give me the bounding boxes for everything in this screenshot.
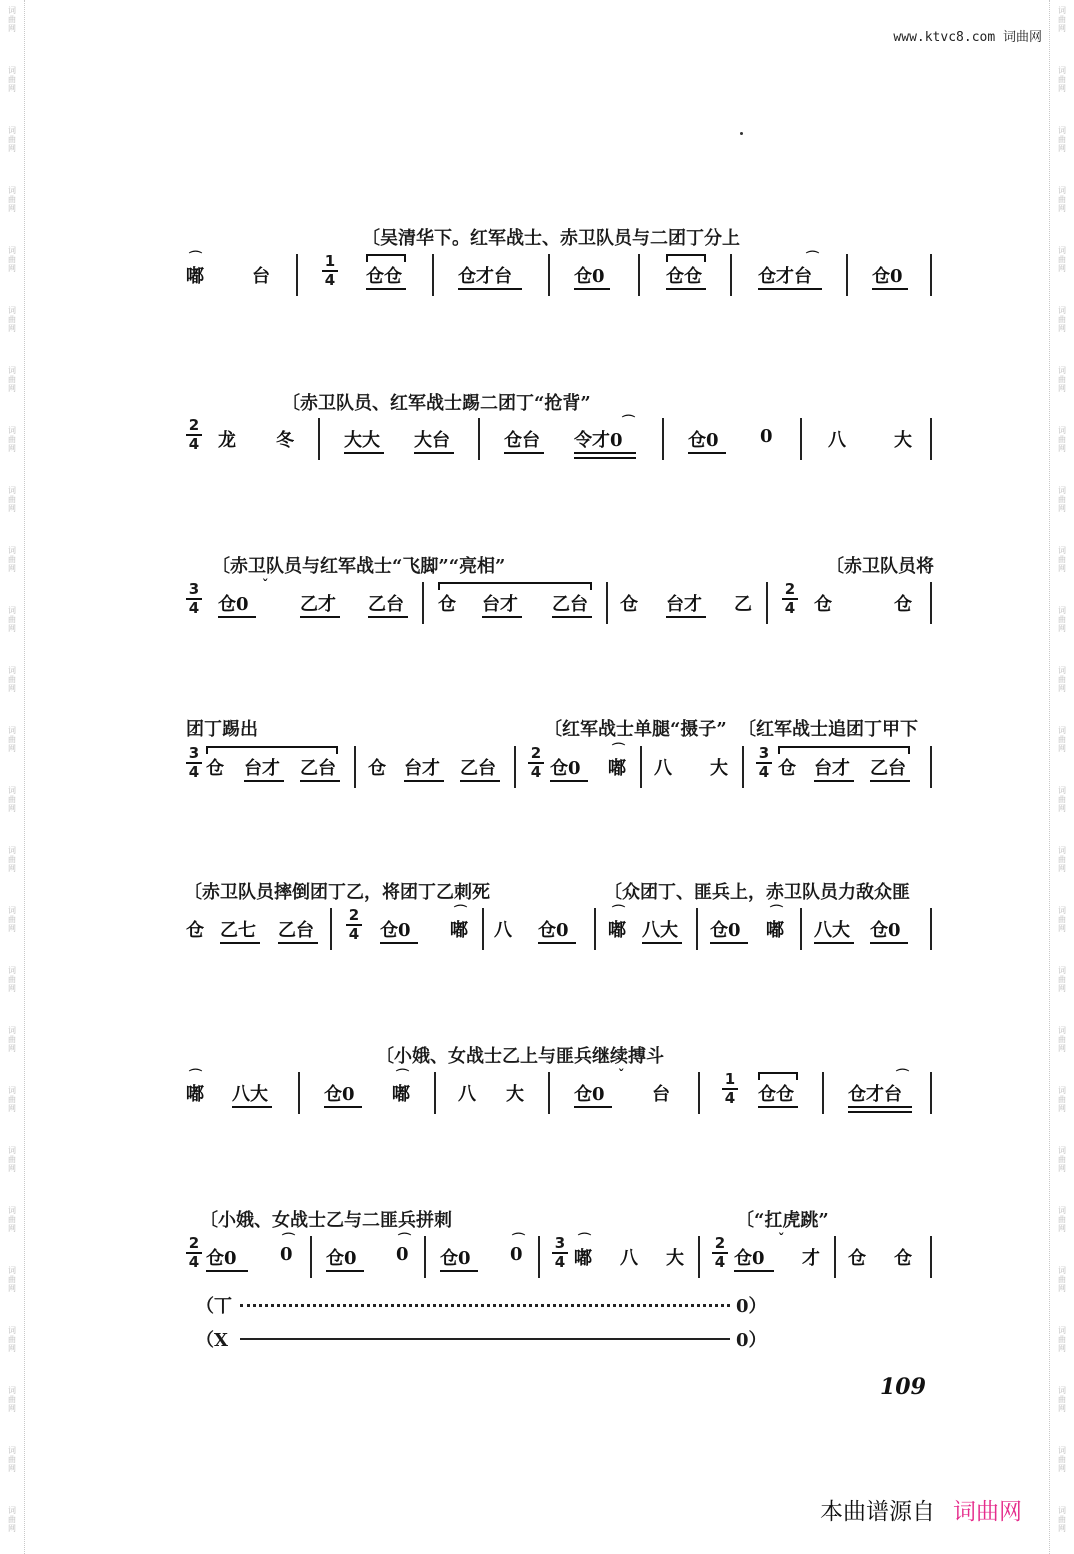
- note: 仓仓: [366, 266, 402, 287]
- barline: [638, 254, 640, 296]
- note: 仓0: [440, 1248, 471, 1269]
- beat-underline: [550, 780, 588, 782]
- beat-underline: [326, 1270, 364, 1272]
- barline: [478, 418, 480, 460]
- side-watermark: 词 曲 网: [8, 1026, 16, 1053]
- note: 才: [802, 1248, 820, 1269]
- note: 八: [654, 758, 672, 779]
- beat-underline: [366, 288, 406, 290]
- note: 大: [666, 1248, 684, 1269]
- note: 八: [494, 920, 512, 941]
- beat-underline: [482, 616, 522, 618]
- barline: [606, 582, 608, 624]
- beat-underline: [232, 1106, 272, 1108]
- note: 仓: [848, 1248, 866, 1269]
- note: 仓仓: [758, 1084, 794, 1105]
- side-watermark: 词 曲 网: [8, 1446, 16, 1473]
- source-link[interactable]: 词曲网: [953, 1499, 1022, 1525]
- note: 嘟: [186, 266, 204, 287]
- barline: [698, 1236, 700, 1278]
- side-watermark: 词 曲 网: [8, 426, 16, 453]
- beat-underline: [504, 452, 544, 454]
- barline: [800, 418, 802, 460]
- barline: [640, 746, 642, 788]
- note: 仓0: [734, 1248, 765, 1269]
- note: 仓0: [324, 1084, 355, 1105]
- score-system-6: ⌒ 嘟 八大 仓0 ⌒ 嘟 八 大 仓0 ˇ 台 1 4 仓仓 ⌒ 仓才台: [182, 1070, 934, 1118]
- barline: [742, 746, 744, 788]
- note: 八: [828, 430, 846, 451]
- beat-underline: [814, 780, 854, 782]
- note: 仓0: [870, 920, 901, 941]
- note: 仓0: [538, 920, 569, 941]
- note: 仓才台: [758, 266, 812, 287]
- side-watermark: 词 曲 网: [1058, 1446, 1066, 1473]
- time-signature: 1 4: [322, 254, 338, 288]
- stage-direction: 〔红军战士追团丁甲下: [738, 719, 918, 740]
- beat-underline: [414, 452, 454, 454]
- side-watermark: 词 曲 网: [8, 1326, 16, 1353]
- beat-underline: [218, 616, 256, 618]
- beat-underline: [538, 942, 576, 944]
- note: 乙台: [870, 758, 906, 779]
- score-system-3: 3 4 仓0 ˇ 乙才 乙台 仓 台才 乙台 仓 台才 乙 2 4 仓 仓: [182, 580, 934, 628]
- beat-underline: [344, 452, 384, 454]
- side-watermark: 词 曲 网: [8, 6, 16, 33]
- page-number: 109: [880, 1374, 926, 1400]
- note: 0: [760, 426, 773, 447]
- beat-underline: [574, 288, 610, 290]
- note: 嘟: [450, 920, 468, 941]
- beat-underline: [642, 942, 682, 944]
- barline: [822, 1072, 824, 1114]
- barline: [800, 908, 802, 950]
- note: 乙: [734, 594, 752, 615]
- side-watermark: 词 曲 网: [8, 546, 16, 573]
- side-watermark: 词 曲 网: [1058, 786, 1066, 813]
- barline: [422, 582, 424, 624]
- left-watermark-strip: [0, 0, 25, 1554]
- score-system-5: 仓 乙七 乙台 2 4 仓0 ⌒ 嘟 八 仓0 ⌒ 嘟 八大 仓0 ⌒ 嘟 八大 仓0: [182, 906, 934, 954]
- note: 乙台: [278, 920, 314, 941]
- side-watermark: 词 曲 网: [8, 846, 16, 873]
- barline: [318, 418, 320, 460]
- beat-underline: [404, 780, 444, 782]
- side-watermark: 词 曲 网: [1058, 1206, 1066, 1233]
- side-watermark: 词 曲 网: [1058, 246, 1066, 273]
- score-system-2: 2 4 龙 冬 大大 大台 仓台 ⌒ 令才0 仓0 0 八 大: [182, 416, 934, 464]
- time-signature: 2 4: [186, 418, 202, 452]
- slur: [666, 254, 706, 262]
- side-watermark: 词 曲 网: [1058, 606, 1066, 633]
- side-watermark: 词 曲 网: [1058, 666, 1066, 693]
- side-watermark: 词 曲 网: [8, 1206, 16, 1233]
- note: 冬: [276, 430, 294, 451]
- note: 嘟: [186, 1084, 204, 1105]
- beat-underline: [324, 1106, 362, 1108]
- stage-direction: 〔赤卫队员摔倒团丁乙，将团丁乙刺死: [184, 882, 490, 903]
- side-watermark: 词 曲 网: [1058, 126, 1066, 153]
- tremolo-wave: [240, 1304, 730, 1313]
- print-speck: [740, 132, 743, 135]
- beat-underline: [574, 452, 636, 454]
- beat-underline: [734, 1270, 774, 1272]
- beat-underline: [758, 288, 822, 290]
- note: 仓台: [504, 430, 540, 451]
- beat-underline: [380, 942, 418, 944]
- note: 大大: [344, 430, 380, 451]
- note: 仓0: [710, 920, 741, 941]
- note: 仓: [206, 758, 224, 779]
- side-watermark: 词 曲 网: [1058, 1386, 1066, 1413]
- score-system-4: 3 4 仓 台才 乙台 仓 台才 乙台 2 4 仓0 ⌒ 嘟 八 大 3 4 仓 台才 乙台: [182, 744, 934, 792]
- beat-underline: [688, 452, 726, 454]
- barline: [432, 254, 434, 296]
- side-watermark: 词 曲 网: [8, 786, 16, 813]
- time-signature: 3 4: [552, 1236, 568, 1270]
- barline: [834, 1236, 836, 1278]
- side-watermark: 词 曲 网: [8, 366, 16, 393]
- note: 台: [252, 266, 270, 287]
- side-watermark: 词 曲 网: [1058, 1266, 1066, 1293]
- note: 大: [710, 758, 728, 779]
- tremolo-label: （丅: [196, 1296, 232, 1317]
- side-watermark: 词 曲 网: [8, 606, 16, 633]
- stage-direction: 〔小娥、女战士乙上与匪兵继续搏斗: [376, 1046, 664, 1067]
- beat-underline: [574, 1106, 612, 1108]
- side-watermark: 词 曲 网: [1058, 1506, 1066, 1533]
- stage-direction: 〔吴清华下。红军战士、赤卫队员与二团丁分上: [362, 228, 740, 249]
- side-watermark: 词 曲 网: [8, 726, 16, 753]
- beat-underline: [848, 1106, 912, 1108]
- side-watermark: 词 曲 网: [1058, 186, 1066, 213]
- side-watermark: 词 曲 网: [1058, 966, 1066, 993]
- side-watermark: 词 曲 网: [8, 246, 16, 273]
- note: 仓0: [872, 266, 903, 287]
- side-watermark: 词 曲 网: [1058, 306, 1066, 333]
- stage-direction: 〔赤卫队员与红军战士“飞脚”“亮相”: [212, 556, 506, 577]
- side-watermark: 词 曲 网: [1058, 6, 1066, 33]
- note: 仓0: [550, 758, 581, 779]
- time-signature: 3 4: [756, 746, 772, 780]
- barline: [538, 1236, 540, 1278]
- barline: [330, 908, 332, 950]
- barline: [548, 1072, 550, 1114]
- slur: [758, 1072, 798, 1080]
- note: 乙台: [368, 594, 404, 615]
- barline: [594, 908, 596, 950]
- stage-direction: 〔赤卫队员将: [826, 556, 934, 577]
- time-signature: 2 4: [528, 746, 544, 780]
- side-watermark: 词 曲 网: [8, 1266, 16, 1293]
- note: 仓: [368, 758, 386, 779]
- side-watermark: 词 曲 网: [8, 1506, 16, 1533]
- tremolo-end: 0）: [736, 1296, 767, 1317]
- side-watermark: 词 曲 网: [1058, 426, 1066, 453]
- barline: [434, 1072, 436, 1114]
- barline: [548, 254, 550, 296]
- barline: [298, 1072, 300, 1114]
- note: 嘟: [766, 920, 784, 941]
- note: 仓: [894, 594, 912, 615]
- beat-underline: [870, 780, 910, 782]
- note: 乙台: [552, 594, 588, 615]
- note: 八: [620, 1248, 638, 1269]
- note: 台才: [482, 594, 518, 615]
- beat-underline: [574, 457, 636, 459]
- side-watermark: 词 曲 网: [1058, 1146, 1066, 1173]
- note: 嘟: [608, 920, 626, 941]
- tremolo-end: 0）: [736, 1330, 767, 1351]
- beat-underline: [814, 942, 854, 944]
- slur: [206, 746, 338, 754]
- side-watermark: 词 曲 网: [8, 906, 16, 933]
- side-watermark: 词 曲 网: [1058, 366, 1066, 393]
- note: 仓0: [218, 594, 249, 615]
- time-signature: 2 4: [712, 1236, 728, 1270]
- side-watermark: 词 曲 网: [1058, 1026, 1066, 1053]
- barline: [766, 582, 768, 624]
- barline: [354, 746, 356, 788]
- barline: [930, 1236, 932, 1278]
- note: 仓: [894, 1248, 912, 1269]
- barline: [930, 254, 932, 296]
- barline: [730, 254, 732, 296]
- beat-underline: [870, 942, 908, 944]
- time-signature: 3 4: [186, 746, 202, 780]
- barline: [930, 418, 932, 460]
- barline: [424, 1236, 426, 1278]
- beat-underline: [710, 942, 748, 944]
- note: 仓0: [574, 266, 605, 287]
- beat-underline: [300, 616, 340, 618]
- side-watermark: 词 曲 网: [8, 1086, 16, 1113]
- beat-underline: [848, 1111, 912, 1113]
- side-watermark: 词 曲 网: [1058, 846, 1066, 873]
- barline: [310, 1236, 312, 1278]
- barline: [698, 1072, 700, 1114]
- side-watermark: 词 曲 网: [1058, 1326, 1066, 1353]
- note: 八大: [232, 1084, 268, 1105]
- note: 台才: [244, 758, 280, 779]
- time-signature: 3 4: [186, 582, 202, 616]
- side-watermark: 词 曲 网: [8, 306, 16, 333]
- beat-underline: [460, 780, 500, 782]
- source-label: 本曲谱源自: [820, 1499, 935, 1525]
- side-watermark: 词 曲 网: [1058, 546, 1066, 573]
- note: 大台: [414, 430, 450, 451]
- stage-direction: 团丁踢出: [186, 719, 258, 740]
- side-watermark: 词 曲 网: [8, 126, 16, 153]
- note: 仓: [438, 594, 456, 615]
- time-signature: 1 4: [722, 1072, 738, 1106]
- time-signature: 2 4: [782, 582, 798, 616]
- note: 仓0: [326, 1248, 357, 1269]
- beat-underline: [206, 1270, 248, 1272]
- stage-direction: 〔红军战士单腿“摄子”: [544, 719, 727, 740]
- stage-direction: 〔众团丁、匪兵上，赤卫队员力敌众匪: [604, 882, 910, 903]
- side-watermark: 词 曲 网: [8, 486, 16, 513]
- note: 八: [458, 1084, 476, 1105]
- note: 仓才台: [458, 266, 512, 287]
- barline: [930, 746, 932, 788]
- note: 仓0: [574, 1084, 605, 1105]
- note: 乙台: [300, 758, 336, 779]
- time-signature: 2 4: [346, 908, 362, 942]
- note: 仓: [186, 920, 204, 941]
- beat-underline: [278, 942, 318, 944]
- barline: [482, 908, 484, 950]
- beat-underline: [872, 288, 908, 290]
- note: 乙台: [460, 758, 496, 779]
- note: 0: [510, 1244, 523, 1265]
- note: 台: [652, 1084, 670, 1105]
- note: 仓才台: [848, 1084, 902, 1105]
- right-watermark-strip: [1049, 0, 1074, 1554]
- barline: [846, 254, 848, 296]
- note: 0: [396, 1244, 409, 1265]
- beat-underline: [666, 288, 706, 290]
- note: 仓0: [380, 920, 411, 941]
- note: 仓0: [206, 1248, 237, 1269]
- side-watermark: 词 曲 网: [8, 1386, 16, 1413]
- stage-direction: 〔赤卫队员、红军战士踢二团丁“抢背”: [282, 393, 591, 414]
- note: 0: [280, 1244, 293, 1265]
- side-watermark: 词 曲 网: [8, 186, 16, 213]
- barline: [930, 582, 932, 624]
- note: 台才: [404, 758, 440, 779]
- beat-underline: [458, 288, 522, 290]
- note: 仓0: [688, 430, 719, 451]
- barline: [930, 908, 932, 950]
- time-signature: 2 4: [186, 1236, 202, 1270]
- tremolo-line: [240, 1338, 730, 1346]
- slur: [366, 254, 406, 262]
- beat-underline: [666, 616, 706, 618]
- barline: [296, 254, 298, 296]
- note: 仓: [620, 594, 638, 615]
- beat-underline: [220, 942, 260, 944]
- beat-underline: [300, 780, 340, 782]
- note: 八大: [814, 920, 850, 941]
- note: 嘟: [608, 758, 626, 779]
- beat-underline: [758, 1106, 798, 1108]
- score-system-1: ⌒ 嘟 台 1 4 仓仓 仓才台 仓0 仓仓 ⌒ 仓才台 仓0: [182, 252, 934, 300]
- note: 嘟: [392, 1084, 410, 1105]
- slur: [778, 746, 910, 754]
- note: 仓仓: [666, 266, 702, 287]
- side-watermark: 词 曲 网: [8, 1146, 16, 1173]
- note: 大: [506, 1084, 524, 1105]
- note: 大: [894, 430, 912, 451]
- side-watermark: 词 曲 网: [1058, 726, 1066, 753]
- note: 八大: [642, 920, 678, 941]
- barline: [662, 418, 664, 460]
- note: 乙才: [300, 594, 336, 615]
- tremolo-label: （X: [196, 1330, 228, 1351]
- note: 嘟: [574, 1248, 592, 1269]
- note: 仓: [814, 594, 832, 615]
- barline: [514, 746, 516, 788]
- side-watermark: 词 曲 网: [1058, 906, 1066, 933]
- stage-direction: 〔“扛虎跳”: [736, 1210, 829, 1231]
- site-url: www.ktvc8.com 词曲网: [893, 30, 1042, 45]
- side-watermark: 词 曲 网: [1058, 1086, 1066, 1113]
- beat-underline: [552, 616, 592, 618]
- side-watermark: 词 曲 网: [8, 966, 16, 993]
- barline: [696, 908, 698, 950]
- note: 令才0: [574, 430, 623, 451]
- note: 仓: [778, 758, 796, 779]
- source-credit: [820, 1493, 1022, 1526]
- score-system-7: 2 4 仓0 ⌒ 0 仓0 ⌒ 0 仓0 ⌒ 0 3 4 ⌒ 嘟 八 大 2 4 仓0 ˇ 才 仓 仓: [182, 1234, 934, 1282]
- note: 乙七: [220, 920, 256, 941]
- beat-underline: [244, 780, 284, 782]
- beat-underline: [440, 1270, 478, 1272]
- barline: [930, 1072, 932, 1114]
- stage-direction: 〔小娥、女战士乙与二匪兵拼刺: [200, 1210, 452, 1231]
- beat-underline: [368, 616, 408, 618]
- slur: [438, 582, 592, 590]
- side-watermark: 词 曲 网: [8, 666, 16, 693]
- note: 台才: [814, 758, 850, 779]
- side-watermark: 词 曲 网: [8, 66, 16, 93]
- side-watermark: 词 曲 网: [1058, 486, 1066, 513]
- side-watermark: 词 曲 网: [1058, 66, 1066, 93]
- note: 龙: [218, 430, 236, 451]
- note: 台才: [666, 594, 702, 615]
